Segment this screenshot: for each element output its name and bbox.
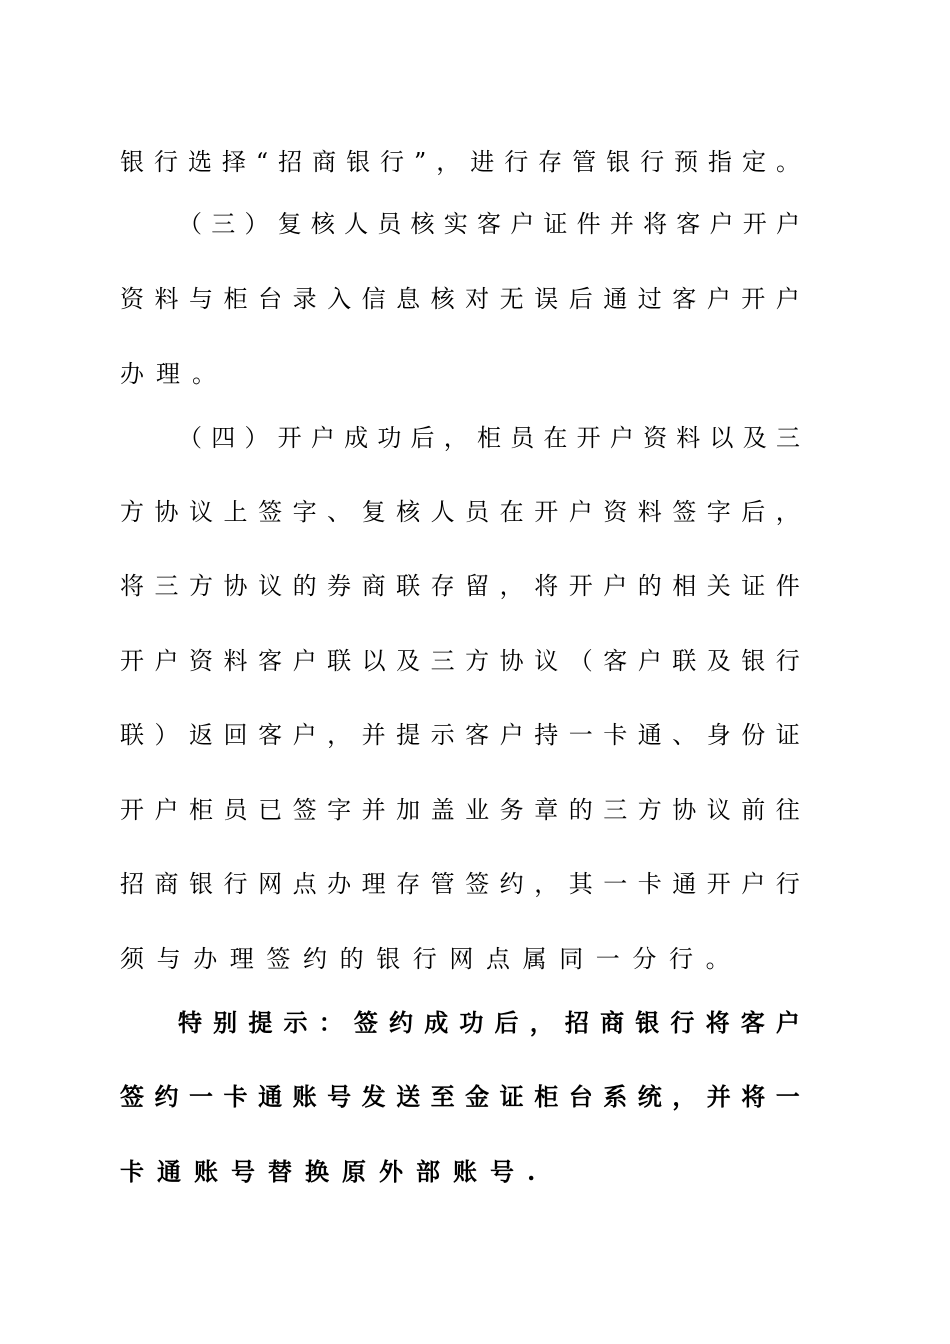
text-line: （ 四 ） 开 户 成 功 后 ， 柜 员 在 开 户 资 料 以 及 三 xyxy=(178,424,800,452)
text-line: 招 商 银 行 网 点 办 理 存 管 签 约 ， 其 一 卡 通 开 户 行 xyxy=(120,870,800,898)
text-line: 将 三 方 协 议 的 券 商 联 存 留 ， 将 开 户 的 相 关 证 件 xyxy=(120,572,800,600)
text-line: 银 行 选 择 “ 招 商 银 行 ” ， 进 行 存 管 银 行 预 指 定 。 xyxy=(120,148,800,176)
text-line: 方 协 议 上 签 字 、 复 核 人 员 在 开 户 资 料 签 字 后 ， xyxy=(120,498,800,526)
text-line: 办理。 xyxy=(120,360,228,388)
notice-line: 签 约 一 卡 通 账 号 发 送 至 金 证 柜 台 系 统 ， 并 将 一 xyxy=(120,1082,800,1111)
text-line: 资 料 与 柜 台 录 入 信 息 核 对 无 误 后 通 过 客 户 开 户 xyxy=(120,285,800,313)
text-line: 开 户 柜 员 已 签 字 并 加 盖 业 务 章 的 三 方 协 议 前 往 xyxy=(120,796,800,824)
text-line: 须与办理签约的银行网点属同一分行。 xyxy=(120,945,743,973)
text-line: 开 户 资 料 客 户 联 以 及 三 方 协 议 （ 客 户 联 及 银 行 xyxy=(120,647,800,675)
notice-line: 特 别 提 示 ： 签 约 成 功 后 ， 招 商 银 行 将 客 户 xyxy=(178,1008,800,1037)
text-line: （ 三 ） 复 核 人 员 核 实 客 户 证 件 并 将 客 户 开 户 xyxy=(178,210,800,238)
text-line: 联 ） 返 回 客 户 ， 并 提 示 客 户 持 一 卡 通 、 身 份 证 xyxy=(120,721,800,749)
notice-line: 卡通账号替换原外部账号. xyxy=(120,1157,549,1186)
